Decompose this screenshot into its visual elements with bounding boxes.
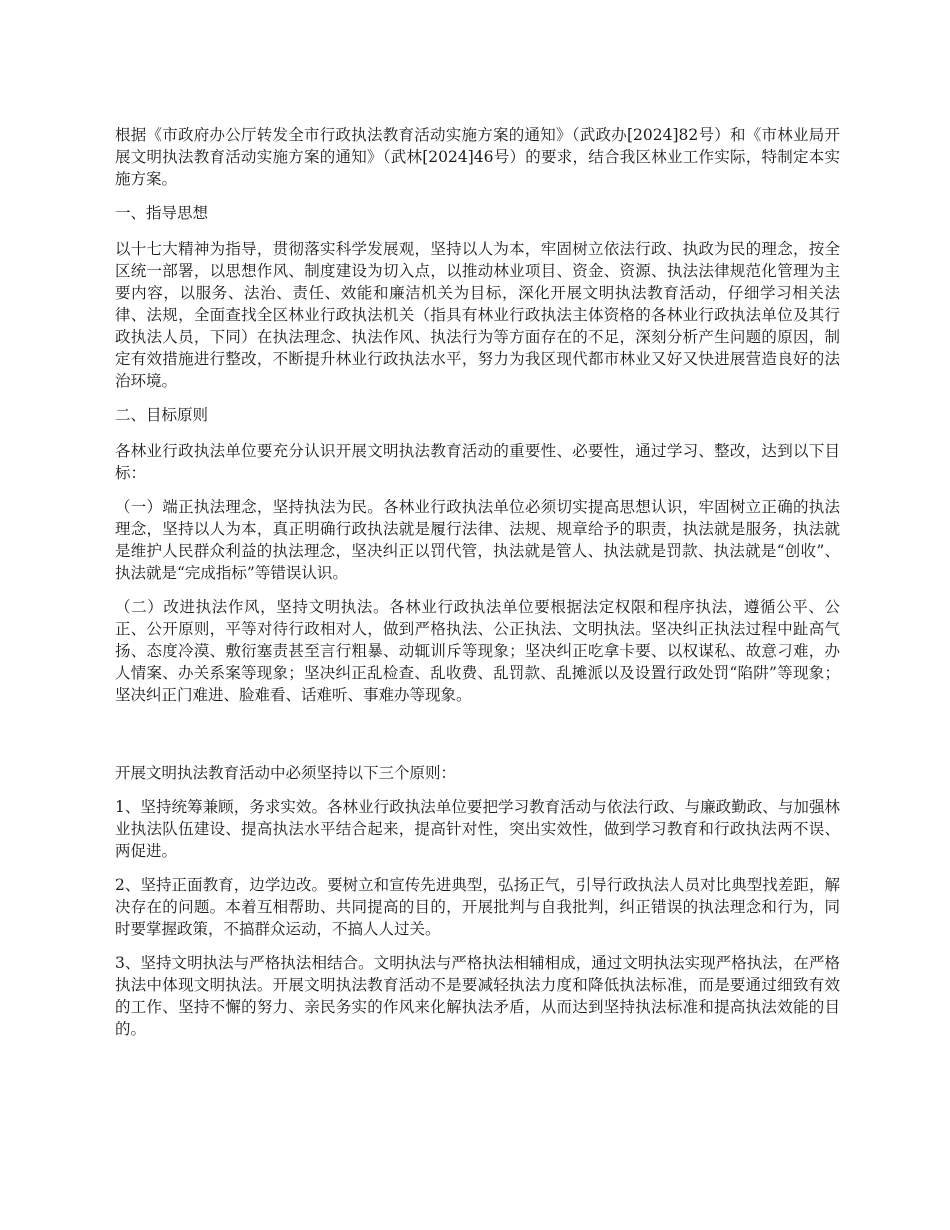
document-page — [115, 124, 840, 1052]
principle-1: 1、坚持统筹兼顾，务求实效。各林业行政执法单位要把学习教育活动与依法行政、与廉政勤政、与加强林业执法队伍建设、提高执法水平结合起来，提高针对性，突出实效性，做到学习教育和行政执法两不误、两促进。 — [115, 798, 840, 860]
principles-intro: 开展文明执法教育活动中必须坚持以下三个原则： — [115, 764, 457, 782]
section1-heading: 一、指导思想 — [115, 204, 209, 222]
section2-item2: （二）改进执法作风，坚持文明执法。各林业行政执法单位要根据法定权限和程序执法，遵循公平、公正、公开原则，平等对待行政相对人，做到严格执法、公正执法、文明执法。坚决纠正执法过程中趾高气扬、态度冷漠、敷衍塞责甚至言行粗暴、动辄训斥等现象；坚决纠正吃拿卡要、以权谋私、故意刁难，办人情案、办关系案等现象；坚决纠正乱检查、乱收费、乱罚款、乱摊派以及设置行政处罚“陷阱”等现象；坚决纠正门难进、脸难看、话难听、事难办等现象。 — [115, 598, 840, 704]
section2-item1: （一）端正执法理念，坚持执法为民。各林业行政执法单位必须切实提高思想认识，牢固树立正确的执法理念，坚持以人为本，真正明确行政执法就是履行法律、法规、规章给予的职责，执法就是服务，执法就是维护人民群众利益的执法理念，坚决纠正以罚代管，执法就是管人、执法就是罚款、执法就是“创收”、执法就是“完成指标”等错误认识。 — [115, 498, 840, 582]
intro-paragraph: 根据《市政府办公厅转发全市行政执法教育活动实施方案的通知》（武政办[2024]82号）和《市林业局开展文明执法教育活动实施方案的通知》（武林[2024]46号）的要求，结合我区林业工作实际，特制定本实施方案。 — [115, 126, 840, 188]
section2-heading: 二、目标原则 — [115, 406, 209, 424]
section-spacer — [115, 718, 840, 762]
section2-body: 各林业行政执法单位要充分认识开展文明执法教育活动的重要性、必要性，通过学习、整改，达到以下目标： — [115, 442, 840, 482]
principle-3: 3、坚持文明执法与严格执法相结合。文明执法与严格执法相辅相成，通过文明执法实现严格执法，在严格执法中体现文明执法。开展文明执法教育活动不是要减轻执法力度和降低执法标准，而是要通过细致有效的工作、坚持不懈的努力、亲民务实的作风来化解执法矛盾，从而达到坚持执法标准和提高执法效能的目的。 — [115, 954, 840, 1038]
principle-2: 2、坚持正面教育，边学边改。要树立和宣传先进典型，弘扬正气，引导行政执法人员对比典型找差距，解决存在的问题。本着互相帮助、共同提高的目的，开展批判与自我批判，纠正错误的执法理念和行为，同时要掌握政策，不搞群众运动，不搞人人过关。 — [115, 876, 840, 938]
section1-body: 以十七大精神为指导，贯彻落实科学发展观，坚持以人为本，牢固树立依法行政、执政为民的理念，按全区统一部署，以思想作风、制度建设为切入点，以推动林业项目、资金、资源、执法法律规范化管理为主要内容，以服务、法治、责任、效能和廉洁机关为目标，深化开展文明执法教育活动，仔细学习相关法律、法规，全面查找全区林业行政执法机关（指具有林业行政执法主体资格的各林业行政执法单位及其行政执法人员，下同）在执法理念、执法作风、执法行为等方面存在的不足，深刻分析产生问题的原因，制定有效措施进行整改，不断提升林业行政执法水平，努力为我区现代都市林业又好又快进展营造良好的法治环境。 — [115, 240, 840, 390]
